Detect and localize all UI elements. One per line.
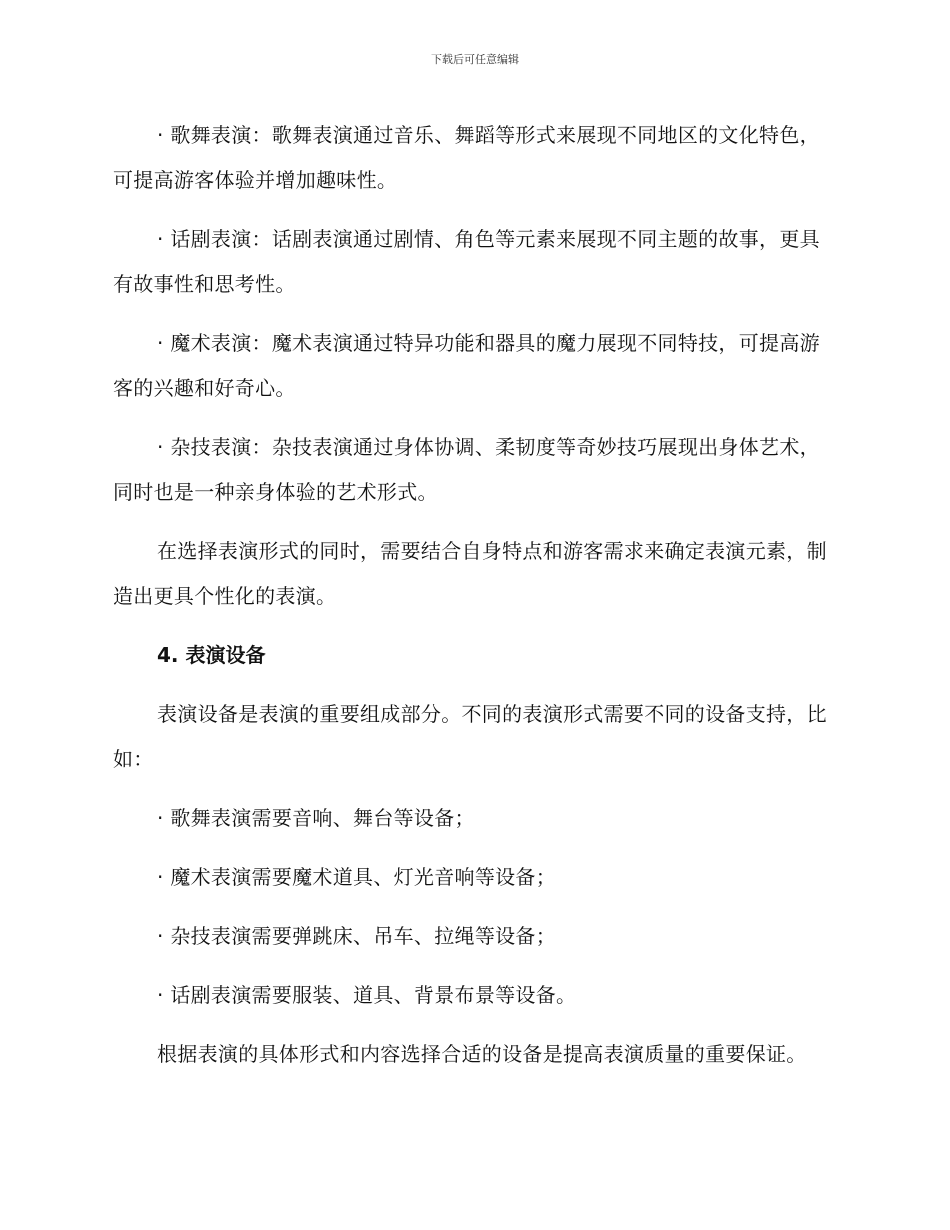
list-item-magic-equipment: · 魔术表演需要魔术道具、灯光音响等设备； [157,865,557,889]
list-item-song-dance-equipment: · 歌舞表演需要音响、舞台等设备； [157,806,475,830]
paragraph-song-dance: · 歌舞表演：歌舞表演通过音乐、舞蹈等形式来展现不同地区的文化特色，可提高游客体验并增加趣味性。 [113,123,820,192]
document-body [113,113,829,1091]
paragraph-equipment-summary: 根据表演的具体形式和内容选择合适的设备是提高表演质量的重要保证。 [157,1042,807,1066]
page-header: 下载后可任意编辑 [431,53,519,66]
paragraph-acrobatics: · 杂技表演：杂技表演通过身体协调、柔韧度等奇妙技巧展现出身体艺术，同时也是一种亲身体验的艺术形式。 [113,435,820,504]
paragraph-drama: · 话剧表演：话剧表演通过剧情、角色等元素来展现不同主题的故事，更具有故事性和思考性。 [113,227,820,296]
paragraph-equipment-intro: 表演设备是表演的重要组成部分。不同的表演形式需要不同的设备支持，比如： [113,702,827,771]
list-item-acrobatics-equipment: · 杂技表演需要弹跳床、吊车、拉绳等设备； [157,924,557,948]
paragraph-selection-summary: 在选择表演形式的同时，需要结合自身特点和游客需求来确定表演元素，制造出更具个性化的表演。 [113,539,827,608]
list-item-drama-equipment: · 话剧表演需要服装、道具、背景布景等设备。 [157,983,577,1007]
paragraph-magic: · 魔术表演：魔术表演通过特异功能和器具的魔力展现不同特技，可提高游客的兴趣和好奇心。 [113,331,820,400]
section-heading: 4. 表演设备 [157,643,266,667]
